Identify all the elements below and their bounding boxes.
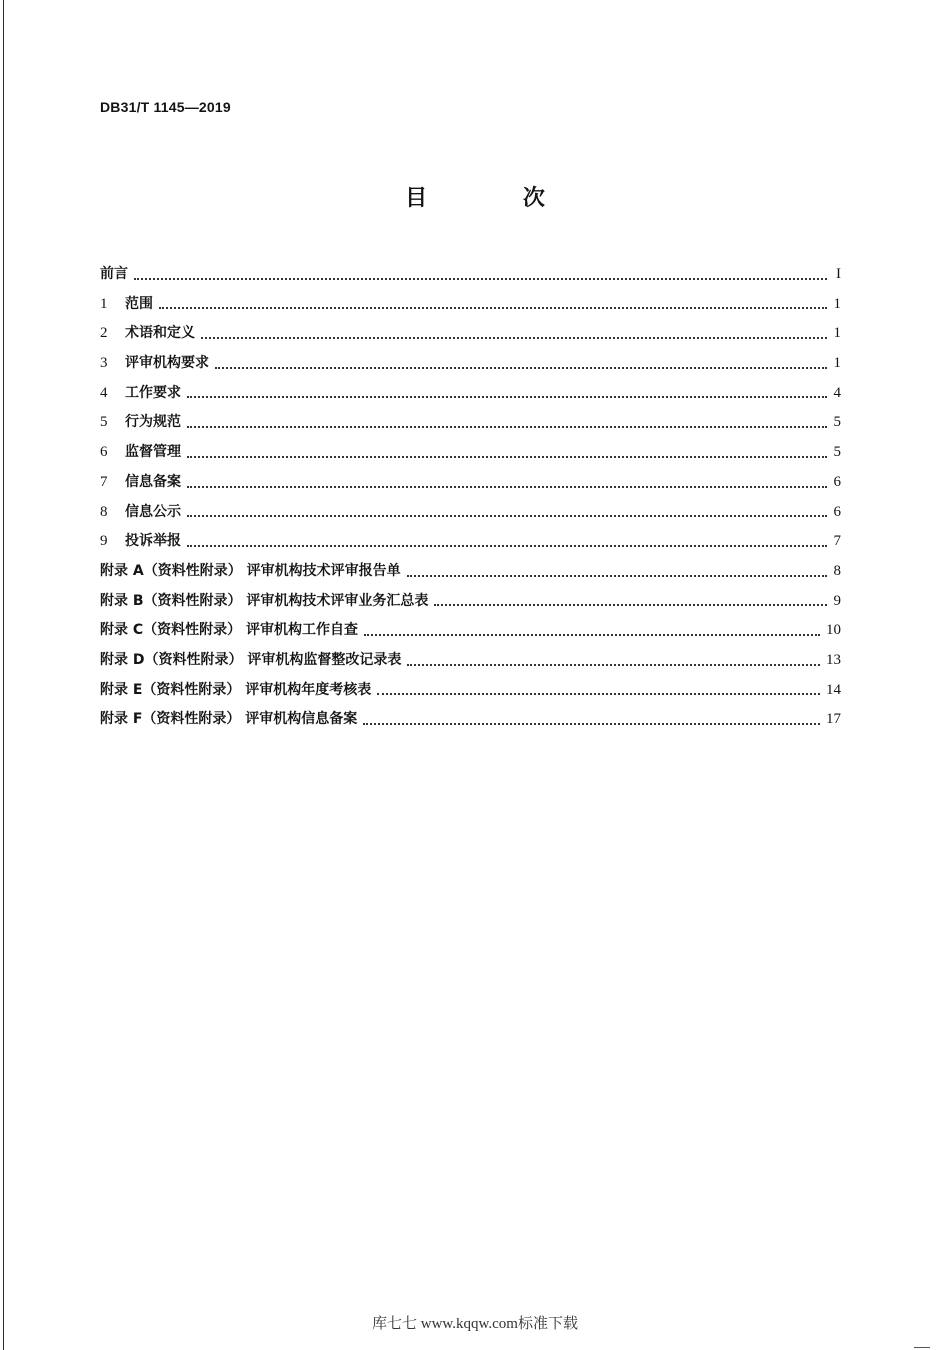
toc-dot-leader — [215, 367, 827, 369]
toc-dot-leader — [187, 456, 827, 458]
toc-entry[interactable] — [100, 379, 841, 409]
toc-entry-page: 6 — [833, 503, 841, 520]
toc-entry[interactable] — [100, 260, 841, 290]
document-code: DB31/T 1145—2019 — [100, 99, 231, 115]
toc-entry[interactable] — [100, 438, 841, 468]
toc-entry-page: 13 — [826, 651, 841, 668]
toc-entry-number: 7 — [100, 473, 108, 490]
toc-entry-page: 1 — [833, 355, 841, 372]
toc-entry-page: 9 — [833, 592, 841, 609]
toc-entry[interactable] — [100, 616, 841, 646]
toc-entry-number: 4 — [100, 384, 108, 401]
toc-entry[interactable] — [100, 498, 841, 528]
toc-entry-label: 行为规范 — [125, 414, 181, 431]
toc-entry-page: 7 — [833, 533, 841, 550]
toc-dot-leader — [407, 575, 827, 577]
toc-entry-page: 1 — [833, 295, 841, 312]
toc-entry-label: 附录 F（资料性附录） 评审机构信息备案 — [100, 711, 358, 728]
toc-entry-number: 8 — [100, 503, 108, 520]
toc-entry-number: 1 — [100, 295, 108, 312]
toc-entry-page: 5 — [833, 444, 841, 461]
toc-entry-page: 14 — [826, 681, 841, 698]
toc-dot-leader — [187, 426, 827, 428]
toc-entry[interactable] — [100, 468, 841, 498]
toc-entry-page: 10 — [826, 622, 841, 639]
toc-entry-page: 1 — [833, 325, 841, 342]
toc-entry[interactable] — [100, 705, 841, 735]
toc-entry-page: 6 — [833, 473, 841, 490]
toc-entry-number: 5 — [100, 414, 108, 431]
toc-dot-leader — [187, 545, 827, 547]
toc-entry-number: 6 — [100, 444, 108, 461]
toc-entry-label: 附录 A（资料性附录） 评审机构技术评审报告单 — [100, 562, 401, 579]
toc-entry-label: 信息公示 — [125, 503, 181, 520]
toc-entry[interactable] — [100, 557, 841, 587]
toc-dot-leader — [134, 278, 827, 280]
toc-entry-label: 信息备案 — [125, 473, 181, 490]
toc-entry-label: 工作要求 — [125, 384, 181, 401]
toc-dot-leader — [187, 515, 827, 517]
toc-entry-label: 范围 — [125, 295, 153, 312]
toc-entry-number: 9 — [100, 533, 108, 550]
toc-entry-label: 附录 B（资料性附录） 评审机构技术评审业务汇总表 — [100, 592, 429, 609]
toc-entry-label: 前言 — [100, 266, 128, 282]
toc-dot-leader — [364, 634, 820, 636]
toc-title: 目 次 — [405, 186, 589, 211]
toc-dot-leader — [201, 337, 827, 339]
toc-entry-label: 术语和定义 — [125, 325, 195, 342]
toc-entry-label: 附录 D（资料性附录） 评审机构监督整改记录表 — [100, 651, 402, 668]
toc-entry[interactable] — [100, 527, 841, 557]
toc-entry-label: 投诉举报 — [125, 533, 181, 550]
toc-entry-page: I — [836, 266, 841, 282]
table-of-contents — [100, 260, 841, 735]
footer-watermark: 库七七 www.kqqw.com标准下载 — [372, 1316, 578, 1332]
toc-dot-leader — [407, 664, 820, 666]
toc-entry-page: 4 — [833, 384, 841, 401]
toc-entry-label: 评审机构要求 — [125, 355, 209, 372]
toc-entry-label: 附录 E（资料性附录） 评审机构年度考核表 — [100, 681, 372, 698]
toc-dot-leader — [159, 307, 827, 309]
corner-mark — [914, 1347, 930, 1348]
toc-dot-leader — [187, 486, 827, 488]
toc-entry[interactable] — [100, 408, 841, 438]
toc-dot-leader — [377, 693, 820, 695]
toc-entry-label: 监督管理 — [125, 444, 181, 461]
toc-entry-number: 2 — [100, 325, 108, 342]
toc-dot-leader — [434, 604, 827, 606]
toc-entry[interactable] — [100, 319, 841, 349]
toc-entry-number: 3 — [100, 355, 108, 372]
toc-entry-page: 17 — [826, 711, 841, 728]
toc-entry[interactable] — [100, 290, 841, 320]
toc-entry[interactable] — [100, 676, 841, 706]
toc-entry-label: 附录 C（资料性附录） 评审机构工作自查 — [100, 622, 359, 639]
toc-entry[interactable] — [100, 349, 841, 379]
toc-entry-page: 8 — [833, 562, 841, 579]
toc-dot-leader — [187, 396, 827, 398]
toc-dot-leader — [363, 723, 820, 725]
toc-entry[interactable] — [100, 646, 841, 676]
toc-entry-page: 5 — [833, 414, 841, 431]
toc-entry[interactable] — [100, 587, 841, 617]
